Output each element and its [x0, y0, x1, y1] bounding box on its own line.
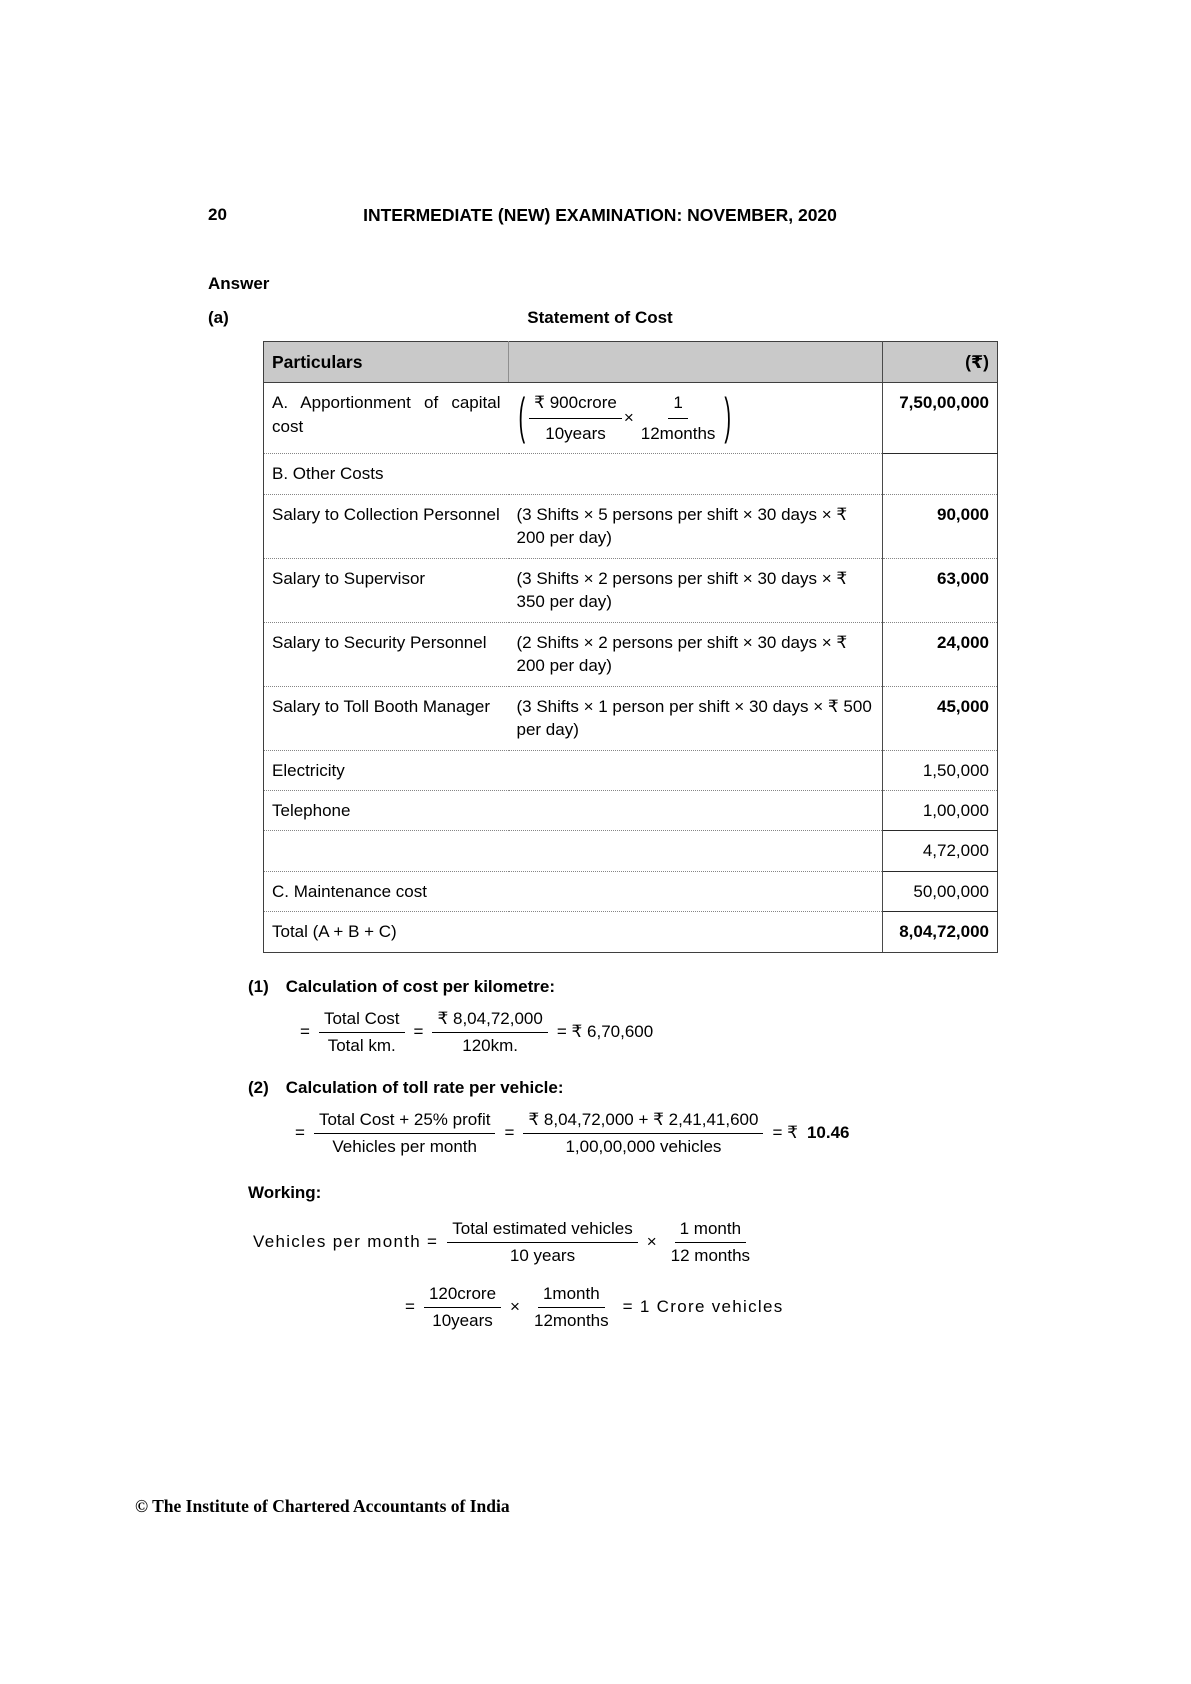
- working-line2: [405, 1284, 1000, 1331]
- fraction-denominator: Vehicles per month: [332, 1136, 477, 1156]
- fraction-denominator: 12months: [640, 423, 716, 443]
- cell-label: A. Apportionment of capital cost: [264, 383, 509, 454]
- statement-of-cost-table: [263, 341, 998, 953]
- fraction-denominator: 10years: [432, 1310, 493, 1330]
- calc2-formula: [295, 1110, 1000, 1157]
- table-row-apportionment: [264, 383, 998, 454]
- table-row-electricity: [264, 750, 998, 790]
- cell-amount: 1,00,000: [883, 790, 998, 830]
- cell-label: [264, 831, 509, 871]
- calc2-number: (2): [248, 1077, 269, 1097]
- fraction-numerator: 1: [668, 391, 687, 418]
- cell-desc: [509, 871, 883, 911]
- cell-amount: 45,000: [883, 686, 998, 750]
- equals-sign: =: [405, 1297, 415, 1317]
- equals-sign: =: [300, 1022, 310, 1042]
- open-paren: (: [518, 390, 526, 446]
- cell-amount: 8,04,72,000: [883, 912, 998, 952]
- fraction-month: [666, 1219, 755, 1266]
- document-page: [200, 205, 1000, 1331]
- fraction-estimated-vehicles: [447, 1219, 637, 1266]
- multiply-sign: ×: [623, 408, 634, 428]
- cell-amount: [883, 454, 998, 494]
- cell-label: Salary to Supervisor: [264, 558, 509, 622]
- cell-desc: [509, 912, 883, 952]
- cell-label: Salary to Security Personnel: [264, 622, 509, 686]
- cell-amount: 90,000: [883, 494, 998, 558]
- cell-amount: 24,000: [883, 622, 998, 686]
- cell-label: C. Maintenance cost: [264, 871, 509, 911]
- fraction-numerator: 120crore: [424, 1284, 501, 1308]
- fraction-crore: [424, 1284, 501, 1331]
- copyright-footer: © The Institute of Chartered Accountants of India: [135, 1496, 510, 1516]
- table-header-row: [264, 342, 998, 383]
- fraction-denominator: 12 months: [670, 1245, 751, 1265]
- page-title: INTERMEDIATE (NEW) EXAMINATION: NOVEMBER, 2020: [363, 205, 837, 225]
- cell-desc: (3 Shifts × 2 persons per shift × 30 days × ₹ 350 per day): [509, 558, 883, 622]
- calc1-formula: [300, 1009, 1000, 1056]
- fraction-denominator: 12months: [533, 1310, 609, 1330]
- cell-label: B. Other Costs: [264, 454, 509, 494]
- equals-sign: =: [295, 1123, 305, 1143]
- statement-title-row: [200, 308, 1000, 330]
- cell-label: Total (A + B + C): [264, 912, 509, 952]
- equals-sign: =: [413, 1022, 424, 1042]
- fraction-denominator: 10years: [545, 423, 606, 443]
- capital-cost-formula: [517, 391, 875, 445]
- table-row-other-costs-subtotal: [264, 831, 998, 871]
- fraction-denominator: Total km.: [327, 1035, 396, 1055]
- fraction-numerator: Total Cost: [319, 1009, 405, 1033]
- fraction-numerator: ₹ 8,04,72,000 + ₹ 2,41,41,600: [523, 1110, 763, 1134]
- multiply-sign: ×: [510, 1297, 520, 1317]
- calc1-number: (1): [248, 976, 269, 996]
- column-header-spacer: [509, 342, 883, 383]
- table-row-supervisor: [264, 558, 998, 622]
- part-label: (a): [208, 308, 229, 327]
- cell-label: Telephone: [264, 790, 509, 830]
- cell-amount: 63,000: [883, 558, 998, 622]
- fraction-total-cost: [319, 1009, 405, 1056]
- calc2-title: Calculation of toll rate per vehicle:: [285, 1077, 564, 1097]
- column-header-amount: (₹): [883, 342, 998, 383]
- cell-label: Electricity: [264, 750, 509, 790]
- fraction-numerator: ₹ 900crore: [529, 391, 622, 418]
- cell-desc: [509, 454, 883, 494]
- table-row-maintenance: [264, 871, 998, 911]
- fraction-capital: [529, 391, 622, 445]
- fraction-month-2: [529, 1284, 614, 1331]
- working-result: = 1 Crore vehicles: [622, 1297, 784, 1317]
- cell-desc: (2 Shifts × 2 persons per shift × 30 days × ₹ 200 per day): [509, 622, 883, 686]
- calc2-result-value: 10.46: [806, 1123, 850, 1143]
- fraction-numerator: 1month: [538, 1284, 605, 1308]
- cell-label: Salary to Toll Booth Manager: [264, 686, 509, 750]
- table-row-other-costs: [264, 454, 998, 494]
- calc1-title: Calculation of cost per kilometre:: [285, 976, 556, 996]
- fraction-months: [636, 391, 721, 445]
- table-row-collection-personnel: [264, 494, 998, 558]
- fraction-numerator: Total estimated vehicles: [447, 1219, 637, 1243]
- cell-formula: [509, 383, 883, 454]
- working-line1-label: Vehicles per month =: [253, 1232, 439, 1252]
- fraction-denominator: 1,00,00,000 vehicles: [565, 1136, 722, 1156]
- page-number: 20: [208, 205, 227, 224]
- cell-amount: 1,50,000: [883, 750, 998, 790]
- cell-amount: 50,00,000: [883, 871, 998, 911]
- table-title: Statement of Cost: [527, 308, 673, 327]
- table-row-total: [264, 912, 998, 952]
- working-heading: Working:: [248, 1182, 322, 1202]
- close-paren: ): [724, 390, 732, 446]
- fraction-toll-values: [523, 1110, 763, 1157]
- fraction-cost-values: [432, 1009, 547, 1056]
- fraction-numerator: 1 month: [675, 1219, 746, 1243]
- cell-desc: [509, 790, 883, 830]
- cell-desc: (3 Shifts × 1 person per shift × 30 days × ₹ 500 per day): [509, 686, 883, 750]
- table-row-security-personnel: [264, 622, 998, 686]
- multiply-sign: ×: [646, 1232, 657, 1252]
- fraction-numerator: Total Cost + 25% profit: [314, 1110, 496, 1134]
- cell-desc: [509, 831, 883, 871]
- cell-amount: 7,50,00,000: [883, 383, 998, 454]
- working-line1: [253, 1219, 1000, 1266]
- cell-desc: (3 Shifts × 5 persons per shift × 30 days × ₹ 200 per day): [509, 494, 883, 558]
- calc2-result-prefix: = ₹: [772, 1123, 798, 1143]
- calc1-result: = ₹ 6,70,600: [556, 1022, 654, 1042]
- table-row-toll-booth-manager: [264, 686, 998, 750]
- calc2-heading: [248, 1078, 1000, 1098]
- fraction-denominator: 10 years: [509, 1245, 576, 1265]
- table-row-telephone: [264, 790, 998, 830]
- cell-desc: [509, 750, 883, 790]
- answer-heading: Answer: [208, 274, 270, 293]
- fraction-toll-rate: [314, 1110, 496, 1157]
- calc1-heading: [248, 977, 1000, 997]
- cell-amount: 4,72,000: [883, 831, 998, 871]
- fraction-denominator: 120km.: [462, 1035, 519, 1055]
- cell-label: Salary to Collection Personnel: [264, 494, 509, 558]
- column-header-particulars: Particulars: [264, 342, 509, 383]
- page-header: [200, 205, 1000, 229]
- equals-sign: =: [504, 1123, 515, 1143]
- fraction-numerator: ₹ 8,04,72,000: [432, 1009, 547, 1033]
